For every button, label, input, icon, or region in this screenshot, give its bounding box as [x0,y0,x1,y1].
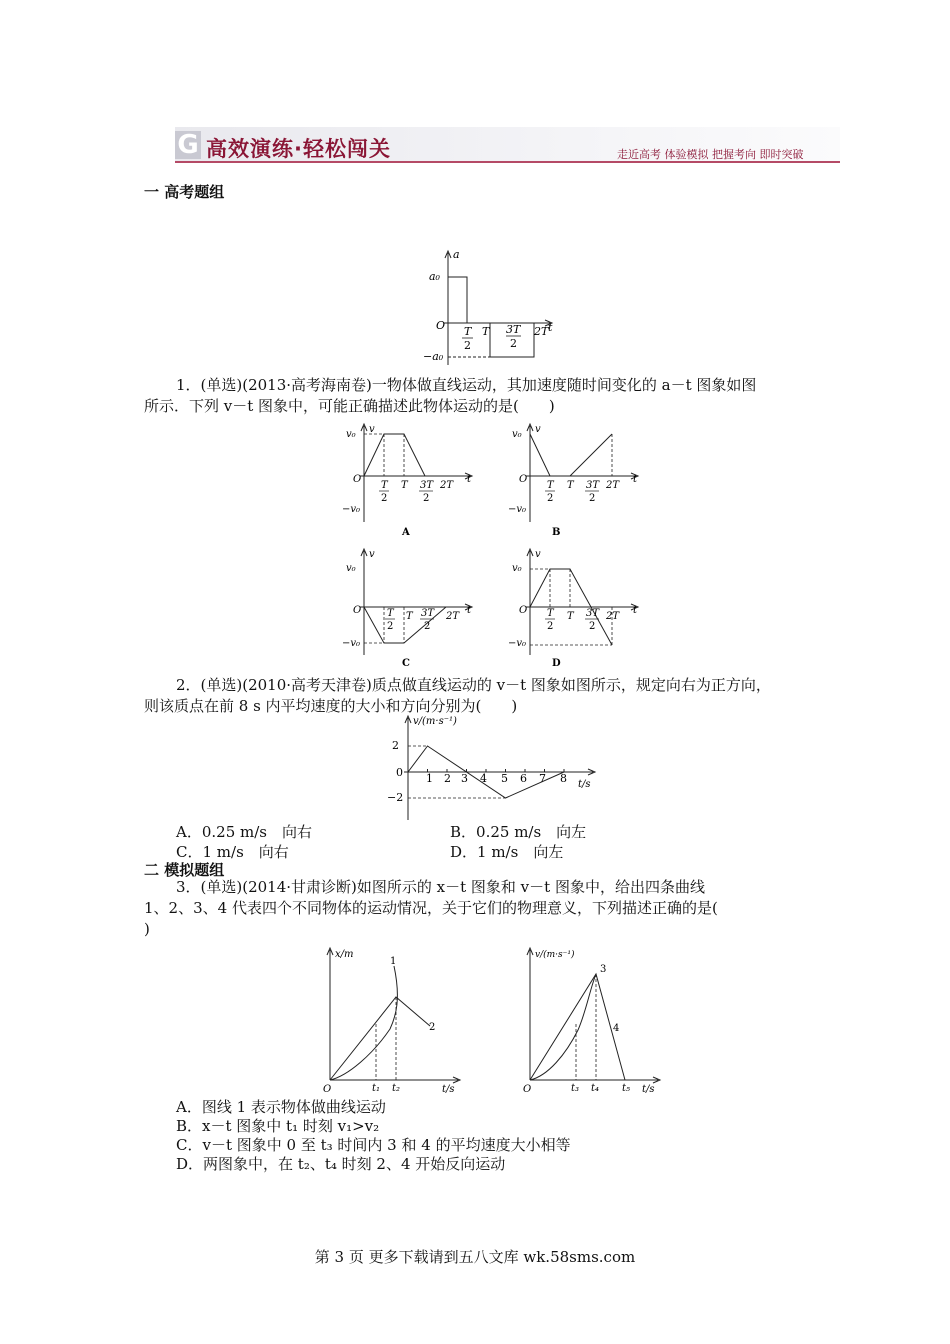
q1b-v: v [535,424,541,435]
q2-option-A[interactable]: A．0.25 m/s 向右 [176,823,312,841]
q1b-negv0: −v₀ [508,504,527,515]
q2-xtick-1: 1 [426,772,433,785]
q2-xtick-2: 2 [444,772,451,785]
q2-xtick-4: 4 [480,772,487,785]
q2-ylabel: v/(m·s⁻¹) [413,716,457,727]
at-a0-label: a₀ [429,270,440,283]
q2-line1: 2．(单选)(2010·高考天津卷)质点做直线运动的 v－t 图象如图所示，规定向右为正方向， [176,676,771,694]
q2-line2: 则该质点在前 8 s 内平均速度的大小和方向分别为( ) [144,697,518,715]
q3xt-xlabel: t/s [442,1084,455,1094]
q3-line2: 1、2、3、4 代表四个不同物体的运动情况，关于它们的物理意义，下列描述正确的是( [144,899,718,917]
header-subtitle: 走近高考 体验模拟 把握考向 即时突破 [617,148,804,161]
section1-title: 一 高考题组 [144,183,225,201]
q1a-t: t [467,474,472,485]
at-thalf-num: T [464,325,472,338]
q3-line1: 3．(单选)(2014·甘肃诊断)如图所示的 x－t 图象和 v－t 图象中，给出四条曲线 [176,878,705,896]
at-3thalf-num: 3T [506,323,521,336]
q1a-T: T [401,480,408,491]
at-neg-a0-label: −a₀ [423,350,444,363]
q1-graph-C [342,545,482,670]
q1d-negv0: −v₀ [508,638,527,649]
q1c-negv0: −v₀ [342,638,361,649]
q1d-3t-den: 2 [589,621,596,632]
q1c-origin: O [353,605,362,616]
q1c-v0: v₀ [346,563,356,574]
q1c-3t: 3T [421,608,435,619]
header-logo: G [175,131,201,159]
q3vt-xlabel: t/s [642,1084,655,1094]
q1a-2T: 2T [440,480,454,491]
q1-line1: 1．(单选)(2013·高考海南卷)一物体做直线运动，其加速度随时间变化的 a－t 图象如图 [176,376,757,394]
q3vt-t3: t₃ [571,1083,580,1094]
q3xt-t1: t₁ [372,1083,381,1094]
q3vt-origin: O [523,1084,532,1094]
q1a-origin: O [353,474,362,485]
q2-option-C[interactable]: C．1 m/s 向右 [176,843,289,861]
q2-xtick-7: 7 [539,772,546,785]
q1c-T: T [406,611,413,622]
section2-title: 二 模拟题组 [144,861,225,879]
q2-option-B[interactable]: B．0.25 m/s 向左 [450,823,587,841]
q1d-label: D [552,658,561,669]
at-origin-label: O [436,319,446,332]
q1b-thalf-den: 2 [547,493,554,504]
q1d-2T: 2T [606,611,620,622]
q1-graph-B [508,418,648,538]
q1b-T: T [567,480,574,491]
q1b-label: B [552,527,561,538]
q1b-t: t [633,474,638,485]
q2-xlabel: t/s [578,779,591,790]
q3-option-D[interactable]: D．两图象中，在 t₂、t₄ 时刻 2、4 开始反向运动 [176,1155,506,1173]
q1a-negv0: −v₀ [342,504,361,515]
q1c-2T: 2T [446,611,460,622]
q2-xtick-6: 6 [520,772,527,785]
q1c-v: v [369,549,375,560]
q1a-thalf: T [381,480,388,491]
q3vt-ylabel: v/(m·s⁻¹) [535,950,575,960]
q1-graph-D [508,545,648,670]
q1a-thalf-den: 2 [381,493,388,504]
q3xt-t2: t₂ [392,1083,401,1094]
at-t-label: t [548,321,553,334]
q1a-v0: v₀ [346,429,356,440]
q1d-t: t [633,605,638,616]
q1d-thalf: T [547,608,554,619]
q1c-thalf: T [387,608,394,619]
q1c-t: t [467,605,472,616]
q1b-3t: 3T [586,480,600,491]
q1d-v0: v₀ [512,563,522,574]
q3-line3: ) [144,920,150,938]
at-3thalf-den: 2 [510,337,517,350]
q1c-3t-den: 2 [424,621,431,632]
q3-option-C[interactable]: C．v－t 图象中 0 至 t₃ 时间内 3 和 4 的平均速度大小相等 [176,1136,571,1154]
at-T-label: T [482,325,490,338]
q1b-3t-den: 2 [589,493,596,504]
header-title: 高效演练·轻松闯关 [206,137,391,161]
q2-ytick-neg2: −2 [387,791,404,804]
q1d-thalf-den: 2 [547,621,554,632]
q1a-3t: 3T [420,480,434,491]
q1c-thalf-den: 2 [387,621,394,632]
q2-vt-chart [365,712,605,822]
q3xt-curve2: 2 [429,1022,436,1033]
q1b-thalf: T [547,480,554,491]
q1a-label: A [402,527,410,538]
header-divider [175,161,840,163]
q3vt-t5: t₅ [622,1083,631,1094]
q1c-label: C [402,658,410,669]
q1-line2: 所示．下列 v－t 图象中，可能正确描述此物体运动的是( ) [144,397,555,415]
q3vt-t4: t₄ [591,1083,600,1094]
q3-option-A[interactable]: A．图线 1 表示物体做曲线运动 [176,1098,386,1116]
q2-ytick-0: 0 [396,766,403,779]
q1d-T: T [567,611,574,622]
at-2T-label: 2T [534,325,549,338]
q1b-origin: O [519,474,528,485]
q3-option-B[interactable]: B．x－t 图象中 t₁ 时刻 v₁>v₂ [176,1117,380,1135]
page-footer: 第 3 页 更多下载请到五八文库 wk.58sms.com [314,1248,636,1266]
q1d-3t: 3T [586,608,600,619]
q3-xt-graph [318,944,468,1094]
at-figure [420,245,560,370]
q3xt-curve1: 1 [390,956,397,967]
q2-ytick-2: 2 [392,739,399,752]
at-a-label: a [453,248,460,261]
q1b-v0: v₀ [512,429,522,440]
q3vt-curve4: 4 [613,1023,620,1034]
q2-xtick-3: 3 [461,772,468,785]
q3xt-ylabel: x/m [335,949,354,960]
q2-xtick-5: 5 [501,772,508,785]
q3xt-origin: O [323,1084,332,1094]
q2-option-D[interactable]: D．1 m/s 向左 [450,843,564,861]
q3vt-curve3: 3 [600,964,607,975]
at-thalf-den: 2 [464,339,471,352]
q1d-origin: O [519,605,528,616]
q1b-2T: 2T [606,480,620,491]
q1-graph-A [342,418,482,538]
q1a-v: v [369,424,375,435]
q2-xtick-8: 8 [560,772,567,785]
q3-vt-graph [518,944,668,1094]
q1d-v: v [535,549,541,560]
q1a-3t-den: 2 [423,493,430,504]
